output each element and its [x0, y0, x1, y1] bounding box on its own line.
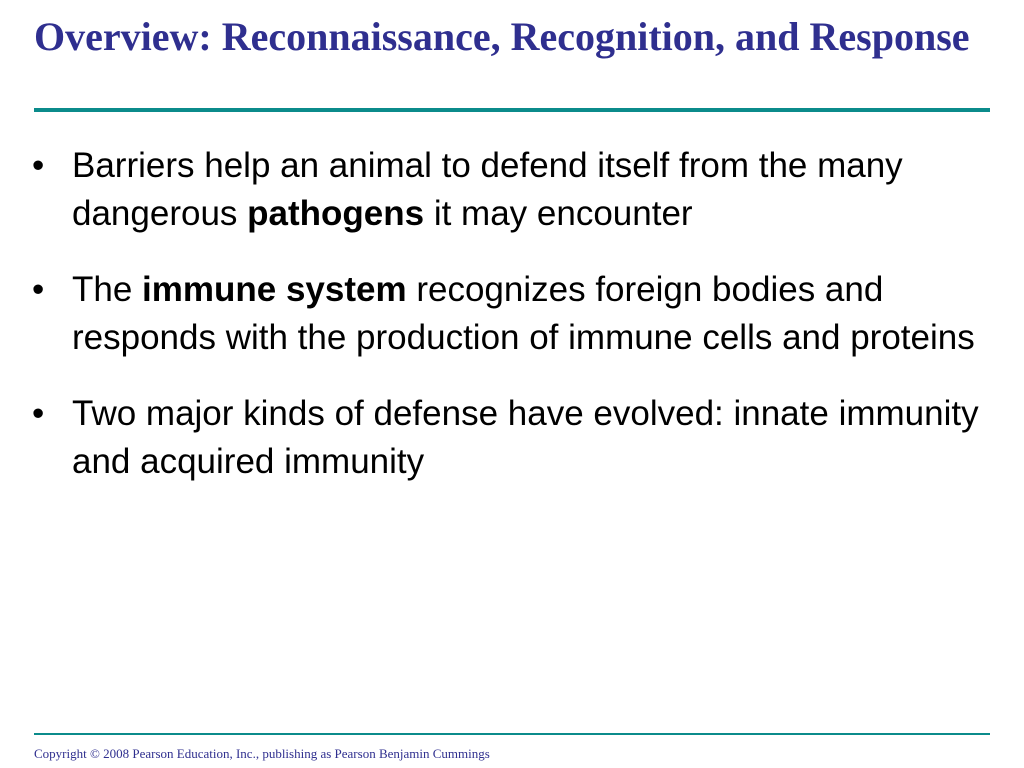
- bullet-bold-term: immune system: [142, 270, 407, 309]
- footer-divider: [34, 733, 990, 735]
- bullet-text: Barriers help an animal to defend itself from the many dangerous: [72, 146, 903, 233]
- bullet-icon: •: [32, 146, 45, 185]
- copyright-footer: Copyright © 2008 Pearson Education, Inc., publishing as Pearson Benjamin Cummings: [34, 746, 490, 761]
- bullet-icon: •: [32, 394, 45, 433]
- bullet-text: Two major kinds of defense have evolved: innate immunity and acquired immunity: [72, 394, 979, 481]
- bullet-bold-term: pathogens: [247, 194, 425, 233]
- bullet-item: [30, 142, 990, 238]
- bullet-text: recognizes foreign bodies and responds with the production of immune cells and proteins: [72, 270, 975, 357]
- slide-title: Overview: Reconnaissance, Recognition, and Response: [34, 14, 970, 59]
- bullet-icon: •: [32, 270, 45, 309]
- bullet-item: [30, 266, 990, 362]
- title-divider: [34, 108, 990, 112]
- bullet-list: [30, 142, 990, 514]
- bullet-text: The: [72, 270, 143, 309]
- bullet-item: [30, 390, 990, 486]
- bullet-text: it may encounter: [424, 194, 693, 233]
